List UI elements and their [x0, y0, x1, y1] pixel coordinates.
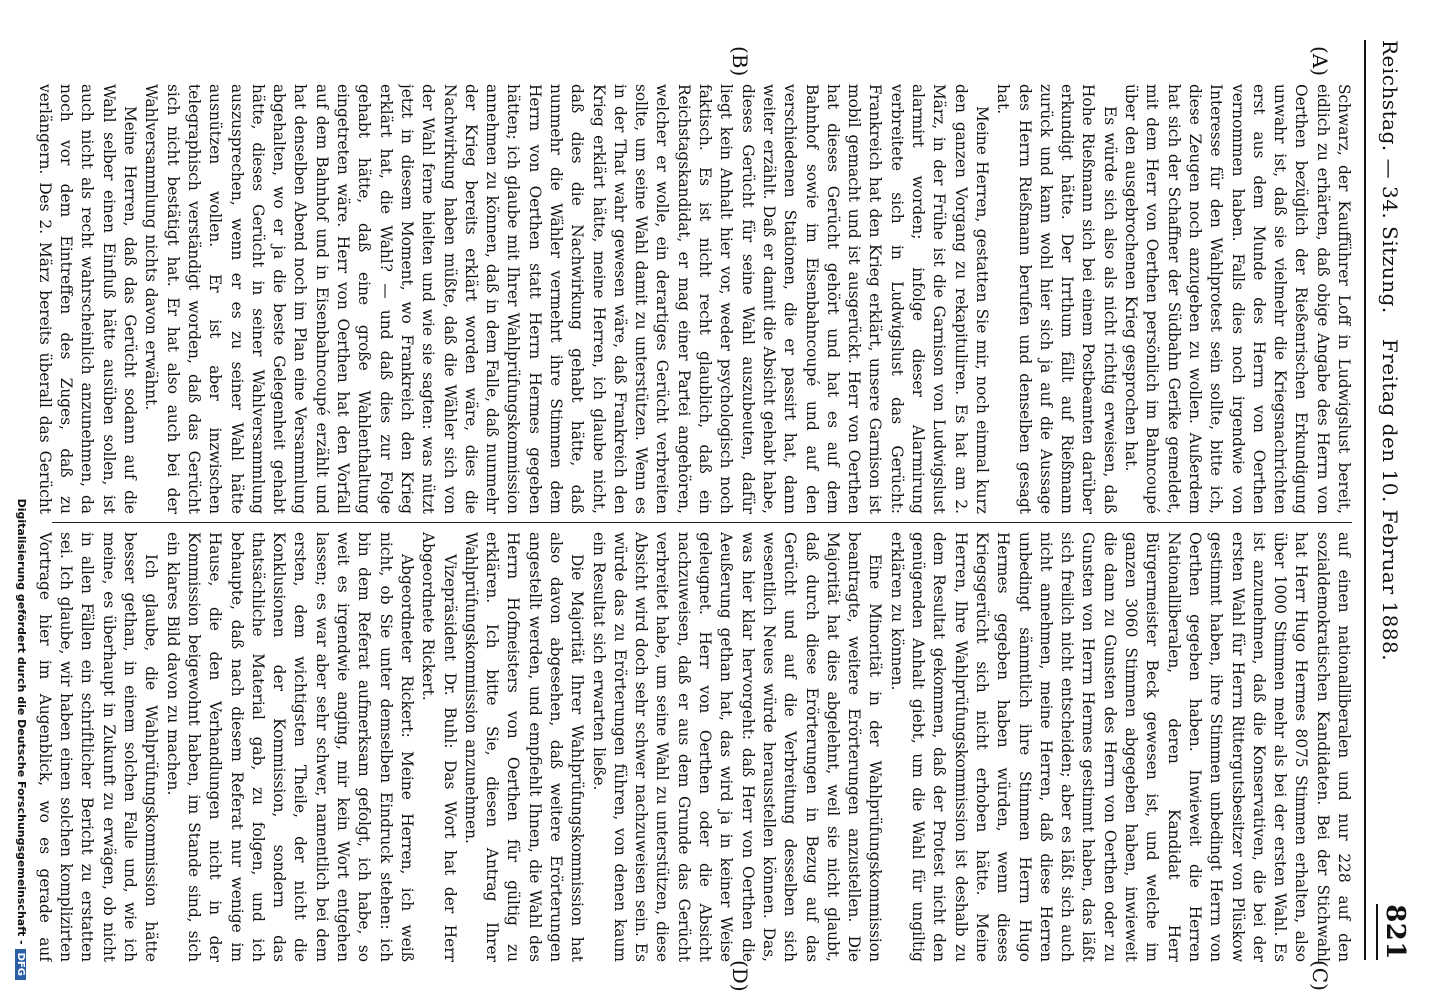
paragraph: Vizepräsident Dr. Buhl: Das Wort hat der Herr Abgeordnete Rickert. [419, 532, 459, 962]
header-session: Reichstag. — 34. Sitzung. [1378, 40, 1402, 314]
digitization-credit [15, 200, 28, 980]
paragraph: Schwarz, der Kaufführer Loff in Ludwigslust bereit, eidlich zu erhärten, daß obige Angabe des Herrn von Oerthen bezüglich der Rießenrischen Erkundigung unwahr ist, daß sie vielmehr die Kriegsnachrichten erst aus dem Munde des Herrn von Oerthen vernommen haben. Falls dies noch irgendwie von Interesse für den Wahlprotest sein sollte, bitte ich, diese Zeugen noch anzugeben zu wollen. Außerdem hat sich der Schaffner der Südbahn Gerike gemeldet, mit dem Herr von Oerthen persönlich im Bahncoupé über den ausgebrochenen Krieg gesprochen hat. [1122, 84, 1353, 514]
header-rule [1364, 40, 1366, 960]
paragraph: Es würde sich also als nicht richtig erweisen, daß Hohe Rießmann sich bei einem Postbeamten darüber erkundigt hätte. Der Irrthum fällt auf Rießmann zurück und kann wohl hier sich ja auf die Aussage des Herrn Rießmann berufen und denselben gesagt hat. [994, 84, 1119, 514]
paragraph: Meine Herren, gestatten Sie mir, noch einmal kurz den ganzen Vorgang zu rekapituliren. Es hat am 2. März, in der Frühe ist die Garnison von Ludwigslust alarmirt worden; infolge dieser Alarmirung verbreitete sich in Ludwigslust das Gerücht: Frankreich hat den Krieg erklärt, unsere Garnison ist mobil gemacht und ist ausgerückt. Herr von Oerthen hat dieses Gerücht gehört und hat es auf dem Bahnhof sowie im Eisenbahncoupé und auf den verschiedenen Stationen, die er passirt hat, dann weiter erzählt. Daß er damit die Absicht gehabt habe, dieses Gerücht für seine Wahl auszubeuten, dafür liegt kein Anhalt hier vor, weder psychologisch noch faktisch. Es ist nicht recht glaublich, daß ein Reichstagskandidat, er mag einer Partei angehören, welcher er wolle, ein derartiges Gerücht verbreiten sollte, um seine Wahl damit zu unterstützen. Wenn es in der That wahr gewesen wäre, daß Frankreich den Krieg erklärt hätte, meine Herren, ich glaube nicht, daß dies die Nachwirkung gehabt hätte, daß nunmehr die Wähler vermehrt ihre Stimmen dem Herrn von Oerthen statt Herrn Hermes gegeben hätten; ich glaube mit Ihrer Wahlprüfungskommission annehmen zu können, daß in dem Falle, daß nunmehr der Krieg bereits erklärt worden wäre, dies die Nachwirkung haben müßte, daß die Wähler sich von der Wahl ferne hielten und wie sie sagten: was nützt jetzt in diesem Moment, wo Frankreich den Krieg erklärt hat, die Wahl? — und daß dies zur Folge gehabt hätte, daß eine große Wahlenthaltung eingetreten wäre. Herr von Oerthen hat den Vorfall auf dem Bahnhof und in Eisenbahncoupé erzählt und hat denselben Abend noch im Plan eine Versammlung abgehalten, wo er ja die beste Gelegenheit gehabt hätte, dieses Gerücht in seiner Wahlversammlung auszusprechen, wenn er es zu seiner Wahl hätte ausnützen wollen. Er ist aber inzwischen telegraphisch verständigt worden, daß das Gerücht sich nicht bestätigt hat. Er hat also auch bei der Wahlversammlung nichts davon erwähnt. [142, 84, 991, 514]
page-header [1370, 40, 1410, 960]
margin-marker-a: (A) [1308, 46, 1332, 77]
paragraph: Meine Herren, daß das Gerücht sodann auf die Wahl selber einen Einfluß hätte ausüben sollen, ist auch nicht als recht wahrscheinlich anzunehmen, da noch vor dem Eintreffen des Zuges, daß zu verlängern. Des 2. März bereits überall das Gerücht [35, 84, 140, 514]
header-date: Freitag den 10. Februar 1888. [1378, 338, 1402, 662]
paragraph: Ich glaube, die Wahlprüfungskommission hätte besser gethan, in einem solchen Falle und, wie ich meine, es überhaupt in Zukunft zu erwägen, ob nicht in allen Fällen ein schriftlicher Bericht zu erstatten sei. Ich glaube, wir haben einen solchen komplizirten Vortrage hier im Augenblick, wo es gerade auf [35, 532, 161, 962]
margin-marker-d: (D) [728, 960, 752, 992]
paragraph: Die Majorität Ihrer Wahlprüfungskommission hat also davon abgesehen, daß weitere Erörterungen angestellt werden, und empfiehlt Ihnen, die Wahl des Herrn Hofmeisters von Oerthen für gültig zu erklären. Ich bitte Sie, diesen Antrag Ihrer Wahlprüfungskommission anzunehmen. [461, 532, 587, 962]
left-column [34, 84, 1354, 514]
page-number: 821 [1376, 904, 1410, 960]
margin-marker-b: (B) [728, 46, 752, 77]
credit-text: Digitalisierung gefördert durch die Deutsche Forschungsgemeinschaft - [15, 498, 28, 945]
paragraph: auf einen nationalliberalen und nur 228 auf den sozialdemokratischen Kandidaten. Bei der Stichwahl hat Herr Hugo Hermes 8075 Stimmen erhalten, also über 1000 Stimmen mehr als bei der ersten Wahl. Es ist anzunehmen, daß die Konservativen, die bei der ersten Wahl für Herrn Rittergutsbesitzer von Plüskow gestimmt haben, ihre Stimmen unbedingt Herrn von Oerthen gegeben haben. Inwieweit die Herren Nationalliberalen, deren Kandidat Herr Bürgermeister Beck gewesen ist, und welche im ganzen 3060 Stimmen abgegeben haben, inwieweit die dann zu Gunsten des Herrn von Oerthen oder zu Gunsten von Herrn Hermes gestimmt haben, das läßt sich freilich nicht entscheiden; aber es läßt sich auch nicht annehmen, meine Herren, daß diese Herren unbedingt sämmtlich ihre Stimmen Herrn Hugo Hermes gegeben haben würden, wenn dieses Kriegsgerücht sich nicht erhoben hätte. Meine Herren, Ihre Wahlprüfungskommission ist deshalb zu dem Resultat gekommen, daß der Protest nicht den genügenden Anhalt giebt, um die Wahl für ungiltig erklären zu können. [887, 532, 1353, 962]
dfg-logo: DFG [15, 949, 26, 980]
right-column [34, 532, 1354, 962]
column-divider [52, 522, 1352, 523]
paragraph: Eine Minorität in der Wahlprüfungskommission beantragte, weitere Erörterungen anzustellen. Die Majorität hat dies abgelehnt, weil sie nicht glaubt, daß durch diese Erörterungen in Bezug auf das Gerücht und auf die Verbreitung desselben sich wesentlich Neues würde herausstellen können. Das, was hier klar hervorgeht: daß Herr von Oerthen die Aeußerung gethan hat, das wird ja in keiner Weise geleugnet. Herr von Oerthen oder die Absicht nachzuweisen, daß er aus dem Grunde das Gerücht verbreitet habe, um seine Wahl zu unterstützen, diese Absicht wird doch sehr schwer nachzuweisen sein. Es würde das zu Erörterungen führen, von denen kaum ein Resultat sich erwarten ließe. [589, 532, 885, 962]
margin-marker-c: (C) [1308, 960, 1332, 991]
paragraph: Abgeordneter Rickert: Meine Herren, ich weiß nicht, ob Sie unter demselben Eindruck stehen: ich bin dem Referat aufmerksam gefolgt, ich habe, so weit es irgendwie anging, mir kein Wort entgehen lassen; es war aber sehr schwer, namentlich bei dem ersten, dem wichtigsten Theile, der nicht die Konklusionen der Kommission, sondern das thatsächliche Material gab, zu folgen, und ich behaupte, daß nach diesem Referat nur wenige im Hause, die den Verhandlungen nicht in der Kommission beigewohnt haben, im Stande sind, sich ein klares Bild davon zu machen. [163, 532, 416, 962]
